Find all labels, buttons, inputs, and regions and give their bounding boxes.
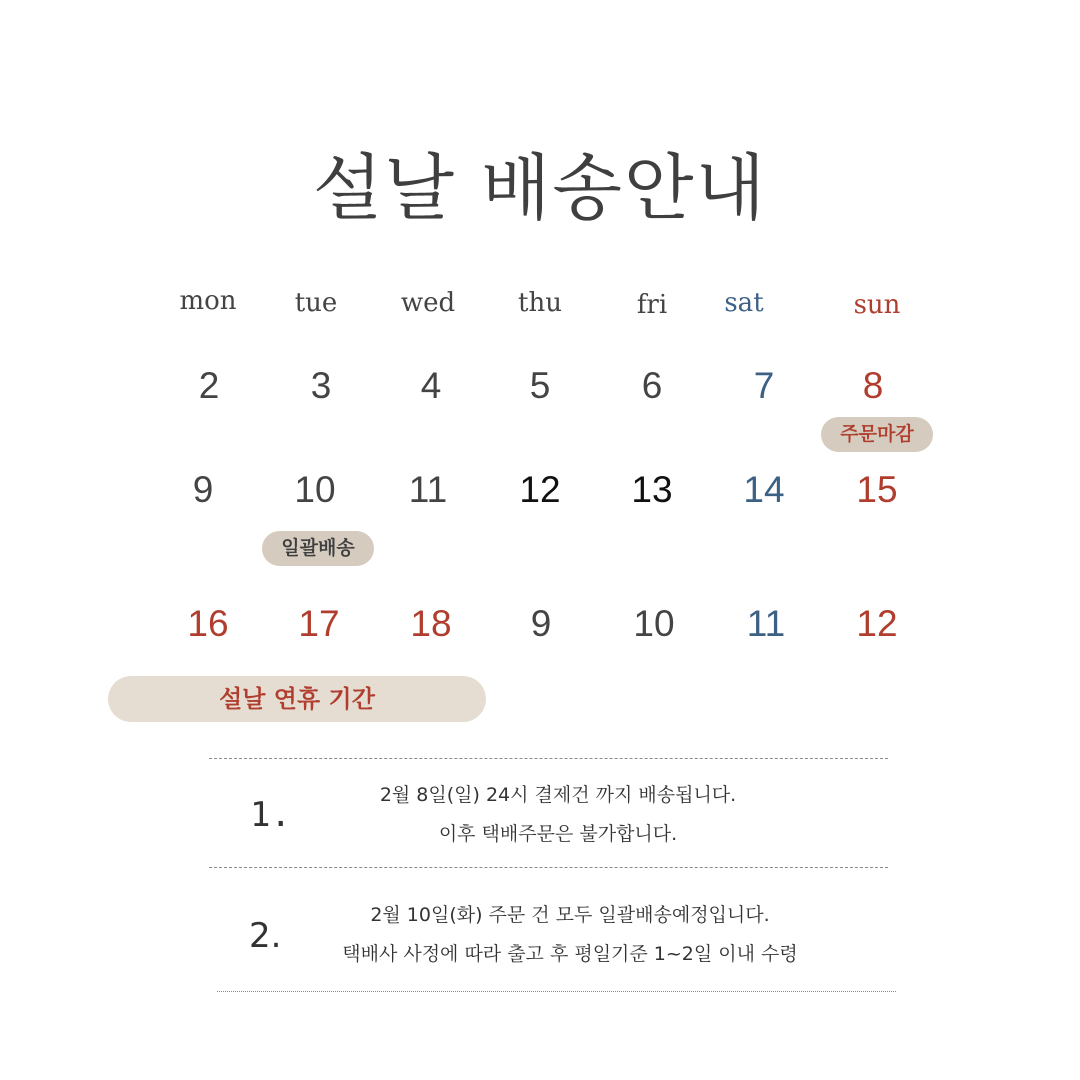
date-cell: 3 [310,365,332,406]
date-cell: 14 [743,469,785,510]
date-cell: 12 [519,469,561,510]
divider [209,758,888,759]
date-cell: 10 [633,603,675,644]
date-cell: 6 [641,365,663,406]
date-cell: 5 [529,365,551,406]
dayname-sat: sat [724,288,764,318]
dayname-wed: wed [400,288,456,318]
order-deadline-badge: 주문마감 [821,417,933,452]
dayname-thu: thu [518,288,562,318]
date-cell: 2 [198,365,220,406]
notice-number: 2. [249,916,282,956]
date-cell: 11 [746,603,786,644]
date-cell: 16 [187,603,229,644]
dayname-tue: tue [294,288,338,318]
holiday-period-badge: 설날 연휴 기간 [108,676,486,722]
date-cell: 9 [530,603,552,644]
date-cell: 15 [856,469,898,510]
date-cell: 13 [631,469,673,510]
dayname-fri: fri [636,290,668,320]
date-cell: 12 [856,603,898,644]
date-cell: 9 [192,469,214,510]
page-title: 설날 배송안내 [312,146,768,230]
dayname-sun: sun [853,290,901,320]
date-cell: 18 [410,603,452,644]
date-cell: 11 [408,469,448,510]
divider [209,867,888,868]
divider [217,991,896,992]
bulk-shipping-badge: 일괄배송 [262,531,374,566]
date-cell: 10 [294,469,336,510]
date-cell: 17 [298,603,340,644]
notice-number: 1. [250,795,291,835]
date-cell: 7 [753,365,775,406]
date-cell: 4 [420,365,442,406]
notice-line: 이후 택배주문은 불가합니다. [438,823,678,845]
date-cell: 8 [862,365,884,406]
notice-line: 2월 8일(일) 24시 결제건 까지 배송됩니다. [379,784,737,806]
notice-line: 택배사 사정에 따라 출고 후 평일기준 1~2일 이내 수령 [342,943,798,965]
notice-line: 2월 10일(화) 주문 건 모두 일괄배송예정입니다. [370,904,770,926]
dayname-mon: mon [179,286,237,316]
